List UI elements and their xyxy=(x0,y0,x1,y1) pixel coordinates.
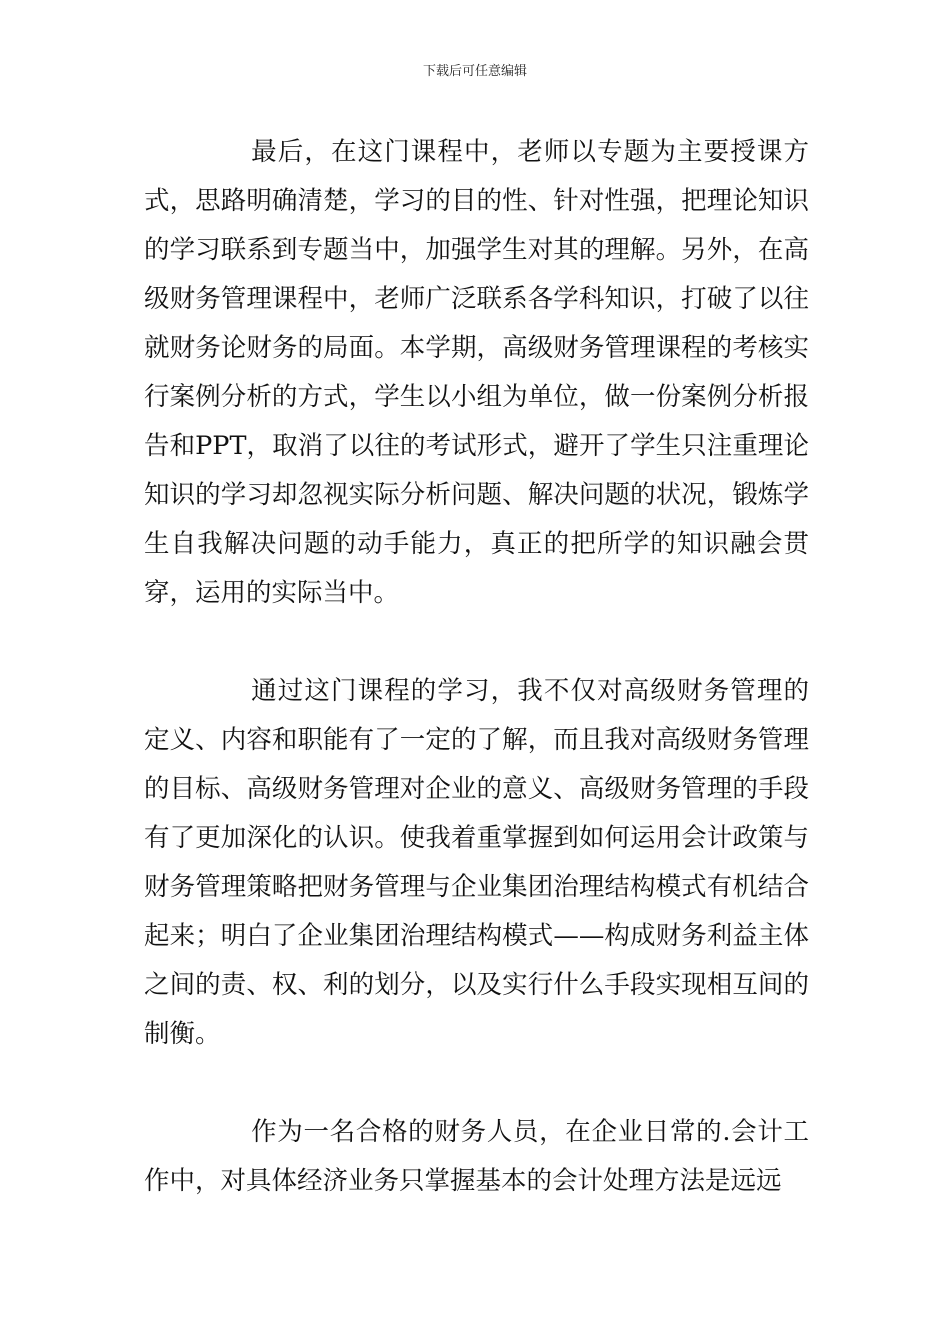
paragraph-2: 通过这门课程的学习，我不仅对高级财务管理的定义、内容和职能有了一定的了解，而且我对高级财务管理的目标、高级财务管理对企业的意义、高级财务管理的手段有了更加深化的认识。使我着重掌握到如何运用会计政策与财务管理策略把财务管理与企业集团治理结构模式有机结合起来；明白了企业集团治理结构模式——构成财务利益主体之间的责、权、利的划分，以及实行什么手段实现相互间的制衡。 xyxy=(144,676,809,1049)
document-body xyxy=(144,128,809,1206)
paragraph-3: 作为一名合格的财务人员，在企业日常的.会计工作中，对具体经济业务只掌握基本的会计处理方法是远远 xyxy=(144,1117,809,1196)
paragraph-1: 最后，在这门课程中，老师以专题为主要授课方式，思路明确清楚，学习的目的性、针对性强，把理论知识的学习联系到专题当中，加强学生对其的理解。另外，在高级财务管理课程中，老师广泛联系各学科知识，打破了以往就财务论财务的局面。本学期，高级财务管理课程的考核实行案例分析的方式，学生以小组为单位，做一份案例分析报告和PPT，取消了以往的考试形式，避开了学生只注重理论知识的学习却忽视实际分析问题、解决问题的状况，锻炼学生自我解决问题的动手能力，真正的把所学的知识融会贯穿，运用的实际当中。 xyxy=(144,137,809,608)
header-note: 下载后可任意编辑 xyxy=(422,64,527,79)
page-header xyxy=(0,62,950,82)
